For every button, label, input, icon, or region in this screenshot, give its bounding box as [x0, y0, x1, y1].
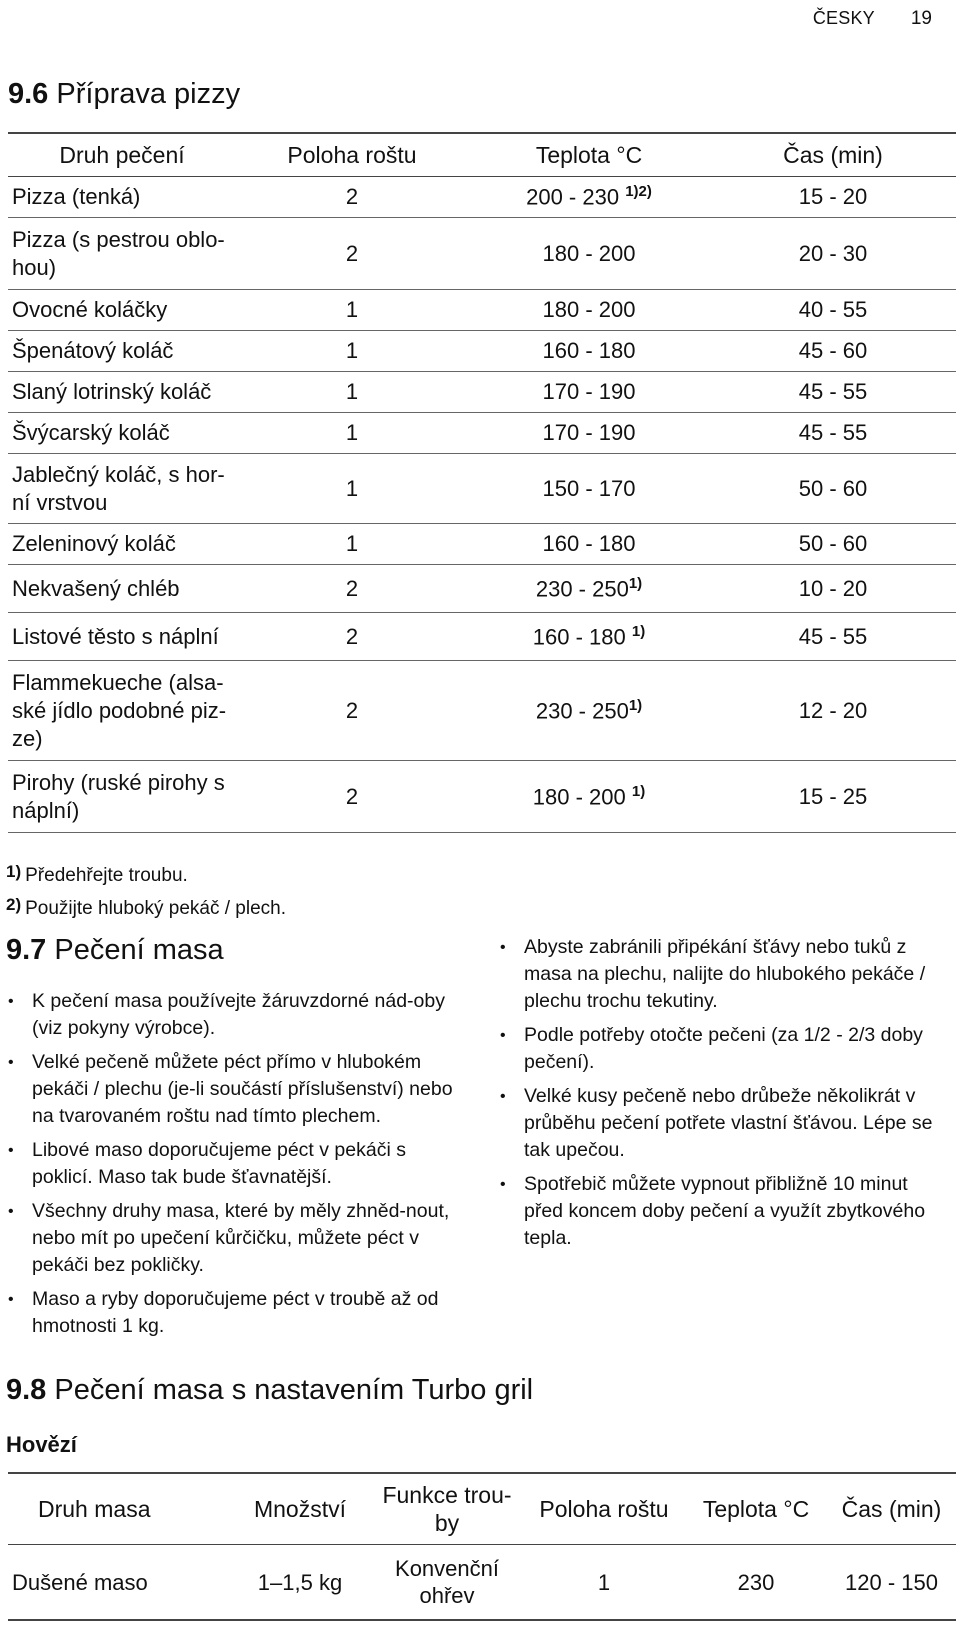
section-heading-meat [6, 934, 224, 967]
shelf-position: 2 [236, 218, 468, 290]
dish-name: Zeleninový koláč [8, 524, 236, 565]
shelf-position: 2 [236, 613, 468, 661]
time: 50 - 60 [710, 454, 956, 524]
column-header: Čas (min) [827, 1473, 956, 1545]
column-header: Druh masa [8, 1473, 229, 1545]
section-title: Příprava pizzy [56, 78, 241, 110]
meat-tips-right [500, 934, 952, 1259]
column-header: Teplota °C [685, 1473, 827, 1545]
column-header: Druh pečení [8, 133, 236, 177]
amount: 1–1,5 kg [229, 1545, 371, 1621]
footnote-text: Předehřejte troubu. [25, 865, 188, 886]
beef-table [8, 1472, 956, 1621]
list-item: • Podle potřeby otočte pečeni (za 1/2 - 2/3 doby pečení). [500, 1022, 952, 1076]
dish-name: Pizza (s pestrou oblo-hou) [8, 218, 236, 290]
table-row [8, 290, 956, 331]
section-number: 9.7 [6, 934, 47, 966]
section-number: 9.6 [8, 78, 49, 110]
temperature: 170 - 190 [468, 413, 710, 454]
dish-name: Ovocné koláčky [8, 290, 236, 331]
footnote-ref: 1) [631, 622, 646, 640]
list-item: • Spotřebič můžete vypnout přibližně 10 minut před koncem doby pečení a využít zbytkového tepla. [500, 1171, 952, 1252]
table-row [8, 565, 956, 613]
time: 50 - 60 [710, 524, 956, 565]
time: 15 - 20 [710, 177, 956, 218]
dish-name: Jablečný koláč, s hor-ní vrstvou [8, 454, 236, 524]
list-item: • Všechny druhy masa, které by měly zhněd-nout, nebo mít po upečení kůrčičku, můžete péct v pekáči bez pokličky. [8, 1198, 456, 1279]
page-number: 19 [910, 8, 932, 29]
table-row [8, 413, 956, 454]
footnote-mark: 2) [6, 895, 22, 914]
dish-name: Pirohy (ruské pirohy s náplní) [8, 761, 236, 833]
temperature: 180 - 200 [468, 218, 710, 290]
footnote-ref: 1) [628, 696, 643, 714]
table-row [8, 331, 956, 372]
column-header: Čas (min) [710, 133, 956, 177]
table-row [8, 372, 956, 413]
time: 15 - 25 [710, 761, 956, 833]
temperature: 160 - 180 [468, 524, 710, 565]
table-row [8, 454, 956, 524]
shelf-position: 1 [236, 331, 468, 372]
time: 120 - 150 [827, 1545, 956, 1621]
table-row [8, 613, 956, 661]
list-item: • Abyste zabránili připékání šťávy nebo tuků z masa na plechu, nalijte do hlubokého pekáče / plechu trochu tekutiny. [500, 934, 952, 1015]
time: 12 - 20 [710, 661, 956, 761]
table-row [8, 761, 956, 833]
temperature: 230 - 250$^{1)}$ [468, 661, 710, 761]
table-row [8, 177, 956, 218]
temperature: 160 - 180 [468, 331, 710, 372]
time: 40 - 55 [710, 290, 956, 331]
list-item: • K pečení masa používejte žáruvzdorné nád-oby (viz pokyny výrobce). [8, 988, 456, 1042]
subsection-title: Hovězí [6, 1432, 77, 1457]
section-heading-turbo-grill [6, 1374, 533, 1407]
oven-function: Konvenční ohřev [371, 1545, 523, 1621]
temperature: 180 - 200 $^{1)}$ [468, 761, 710, 833]
dish-name: Flammekueche (alsa-ské jídlo podobné piz-ze) [8, 661, 236, 761]
shelf-position: 2 [236, 177, 468, 218]
footnote-ref: 1) [628, 574, 643, 592]
table-row [8, 661, 956, 761]
temperature: 200 - 230 $^{1)2)}$ [468, 177, 710, 218]
temperature: 160 - 180 $^{1)}$ [468, 613, 710, 661]
shelf-position: 2 [236, 761, 468, 833]
dish-name: Nekvašený chléb [8, 565, 236, 613]
dish-name: Slaný lotrinský koláč [8, 372, 236, 413]
column-header: Množství [229, 1473, 371, 1545]
temperature: 230 [685, 1545, 827, 1621]
language-label: ČESKY [812, 8, 875, 28]
footnote-ref: 1) [631, 782, 646, 800]
column-header: Teplota °C [468, 133, 710, 177]
dish-name: Špenátový koláč [8, 331, 236, 372]
column-header: Poloha roštu [523, 1473, 685, 1545]
dish-name: Listové těsto s náplní [8, 613, 236, 661]
column-header: Funkce trou-by [371, 1473, 523, 1545]
footnote [6, 862, 188, 887]
table-row [8, 1545, 956, 1621]
temperature: 180 - 200 [468, 290, 710, 331]
shelf-position: 1 [236, 372, 468, 413]
shelf-position: 2 [236, 565, 468, 613]
dish-name: Švýcarský koláč [8, 413, 236, 454]
list-item: • Velké pečeně můžete péct přímo v hlubokém pekáči / plechu (je-li součástí příslušenství) nebo na tvarovaném roštu nad tímto plechem. [8, 1049, 456, 1130]
list-item: • Libové maso doporučujeme péct v pekáči s poklicí. Maso tak bude šťavnatější. [8, 1137, 456, 1191]
list-item: • Velké kusy pečeně nebo drůbeže několikrát v průběhu pečení potřete vlastní šťávou. Lépe se tak upečou. [500, 1083, 952, 1164]
section-title: Pečení masa [54, 934, 224, 966]
footnote-mark: 1) [6, 862, 22, 881]
time: 45 - 55 [710, 613, 956, 661]
column-header: Poloha roštu [236, 133, 468, 177]
shelf-position: 1 [523, 1545, 685, 1621]
meat-tips-left [8, 988, 456, 1347]
table-row [8, 218, 956, 290]
shelf-position: 1 [236, 413, 468, 454]
shelf-position: 1 [236, 454, 468, 524]
section-heading-pizza [8, 78, 240, 111]
table-header-row [8, 1473, 956, 1545]
running-header [813, 8, 932, 30]
section-title: Pečení masa s nastavením Turbo gril [54, 1374, 534, 1406]
footnote [6, 895, 286, 920]
dish-name: Pizza (tenká) [8, 177, 236, 218]
time: 45 - 55 [710, 413, 956, 454]
temperature: 230 - 250$^{1)}$ [468, 565, 710, 613]
pizza-table [8, 132, 956, 833]
list-item: • Maso a ryby doporučujeme péct v troubě až od hmotnosti 1 kg. [8, 1286, 456, 1340]
shelf-position: 2 [236, 661, 468, 761]
table-header-row [8, 133, 956, 177]
shelf-position: 1 [236, 524, 468, 565]
time: 45 - 60 [710, 331, 956, 372]
section-number: 9.8 [6, 1374, 47, 1406]
temperature: 170 - 190 [468, 372, 710, 413]
shelf-position: 1 [236, 290, 468, 331]
table-row [8, 524, 956, 565]
time: 10 - 20 [710, 565, 956, 613]
temperature: 150 - 170 [468, 454, 710, 524]
meat-type: Dušené maso [8, 1545, 229, 1621]
time: 20 - 30 [710, 218, 956, 290]
time: 45 - 55 [710, 372, 956, 413]
footnote-ref: 1)2) [625, 183, 652, 201]
footnote-text: Použijte hluboký pekáč / plech. [25, 898, 287, 919]
